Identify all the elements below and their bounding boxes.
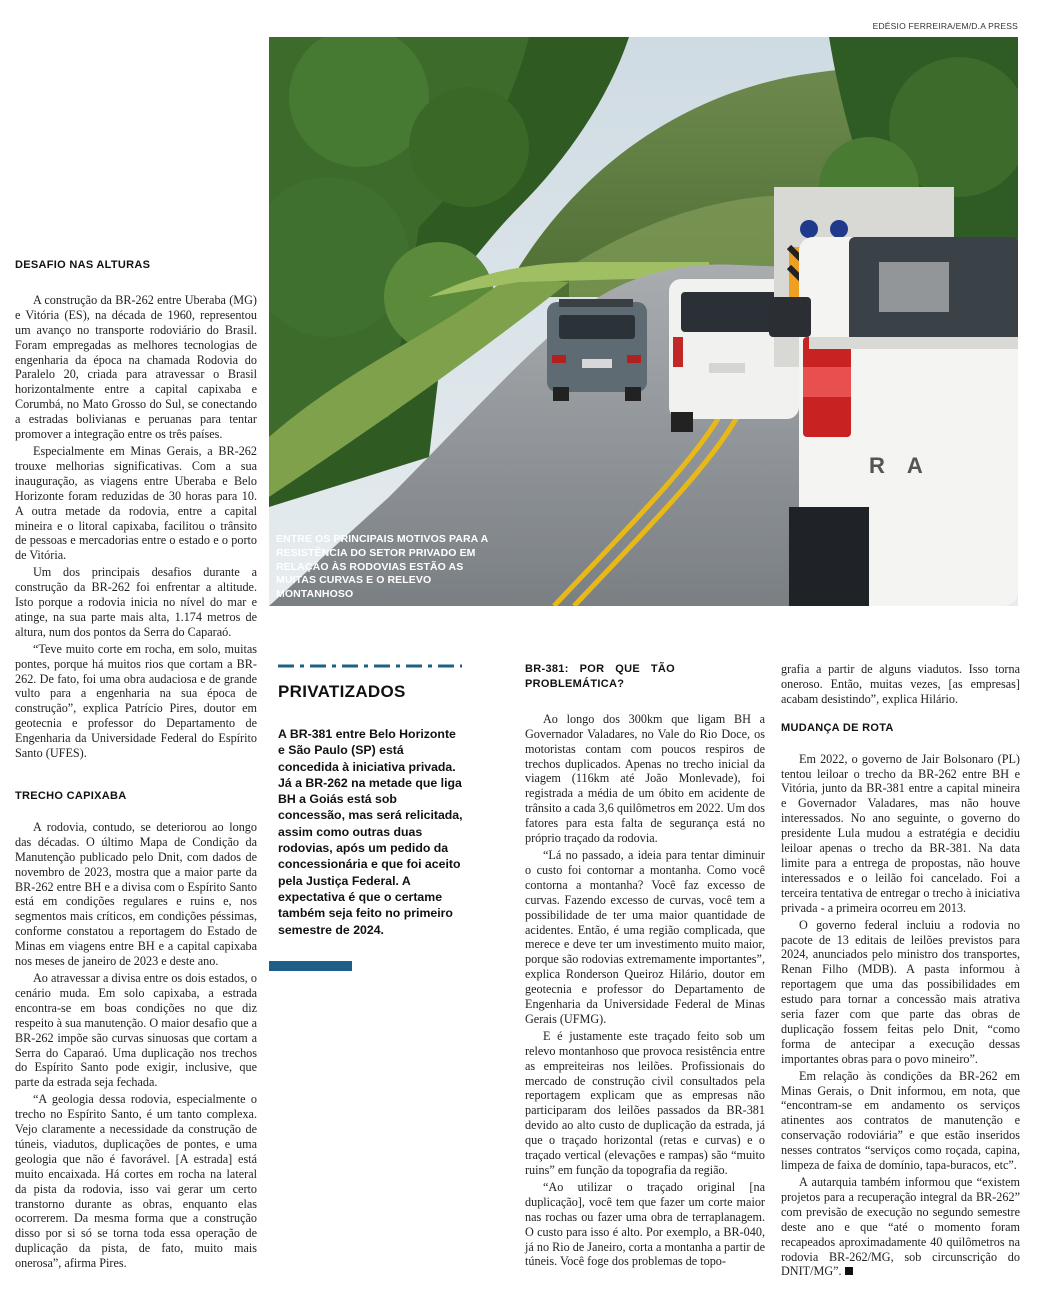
paragraph: Um dos principais desafios durante a construção da BR-262 foi enfrentar a altitude. Isto porque a rodovia inicia no nível do mar e atinge, na sua parte mais alta, 1.174 metros de altura, num dos pontos da Serra do Caparaó. bbox=[15, 565, 257, 639]
paragraph: Em 2022, o governo de Jair Bolsonaro (PL) tentou leiloar o trecho da BR-262 entre BH e Vitória, junto da BR-381 entre a capital mineira e Governador Valadares, mas não houve interessados. No ano seguinte, o governo do presidente Lula mudou a estratégia e decidiu leiloar apenas o trecho da BR-381. Na data limite para a entrega de propostas, não houve interessados e o leilão foi cancelado. Foi a terceira tentativa de entregar o trecho à iniciativa privada - a primeira ocorreu em 2013. bbox=[781, 751, 1020, 915]
paragraph: Ao atravessar a divisa entre os dois estados, o cenário muda. Em solo capixaba, a estrada encontra-se em boas condições no que diz respeito à sua manutenção. O maior desafio que a BR-262 impõe são curvas sinuosas que cortam a Serra do Caparaó. Uma duplicação nos trechos do Espírito Santo pode exigir, inclusive, que parte da estrada seja fechada. bbox=[15, 970, 257, 1090]
paragraph: A rodovia, contudo, se deteriorou ao longo das décadas. O último Mapa de Condição da Manutenção publicado pelo Dnit, com dados de novembro de 2023, mostra que a maior parte da BR-262 entre BH e a divisa com o Espírito Santo está em condições regulares e ruins e, nos segmentos mais críticos, em condições péssimas, conforme constatou a reportagem do Estado de Minas em viagens entre BH e a capital capixaba nos meses de janeiro de 2023 e deste ano. bbox=[15, 819, 257, 969]
box-text: A BR-381 entre Belo Horizonte e São Paulo (SP) está concedida à iniciativa privada. Já a BR-262 na metade que liga BH a Goiás está sob concessão, mas será relicitada, assim como outras duas rodovias, após um pedido da concessionária e que foi aceito pela Justiça Federal. A expectativa é que o certame também seja feito no primeiro semestre de 2024. bbox=[278, 727, 463, 937]
road-photo bbox=[269, 37, 1018, 606]
paragraph-continuation: grafia a partir de alguns viadutos. Isso torna oneroso. Então, muitas vezes, [as empresas] acabam desistindo”, explica Hilário. bbox=[781, 662, 1020, 706]
section-title-br381: BR-381: POR QUE TÃO PROBLEMÁTICA? bbox=[525, 663, 675, 690]
article-column-3 bbox=[525, 662, 765, 1269]
paragraph: Especialmente em Minas Gerais, a BR-262 trouxe melhorias significativas. Com a sua inauguração, as viagens entre Uberaba e Belo Horizonte foram reduzidas de 30 horas para 10. A outra metade da rodovia, entre a capital mineira e o litoral capixaba, facilitou o trânsito de pessoas e mercadorias entre o estado e o porto de Vitória. bbox=[15, 443, 257, 563]
section-title-trecho: TRECHO CAPIXABA bbox=[15, 790, 127, 802]
grey-car bbox=[547, 299, 647, 401]
truck-lettering: RA bbox=[869, 453, 945, 478]
box-accent-bar bbox=[269, 961, 352, 971]
photo-caption: ENTRE OS PRINCIPAIS MOTIVOS PARA A RESISTÊNCIA DO SETOR PRIVADO EM RELAÇÃO ÀS RODOVIAS ESTÃO AS MUITAS CURVAS E O RELEVO MONTANHOSO bbox=[276, 533, 488, 601]
section-title-mudanca: MUDANÇA DE ROTA bbox=[781, 721, 894, 734]
box-title: PRIVATIZADOS bbox=[278, 682, 406, 701]
paragraph: A construção da BR-262 entre Uberaba (MG) e Vitória (ES), na década de 1960, representou um avanço no transporte rodoviário do Brasil. Foram empregadas as melhores tecnologias de engenharia da época na chamada Rodovia do Paralelo 20, criada para atravessar o Brasil horizontalmente entre a capital capixaba e Corumbá, no Mato Grosso do Sul, se conectando a estradas bolivianas e peruanas para tentar promover a integração entre os três países. bbox=[15, 292, 257, 442]
paragraph: “Ao utilizar o traçado original [na duplicação], você tem que fazer um corte maior nas rochas ou fazer uma obra de terraplanagem. O custo para isso é alto. Por exemplo, a BR-040, já no Rio de Janeiro, corta a montanha a partir de túneis. Você foge dos problemas de topo- bbox=[525, 1179, 765, 1269]
paragraph: “A geologia dessa rodovia, especialmente o trecho no Espírito Santo, é um tanto complexa. Vejo claramente a necessidade da construção de túneis, viadutos, duplicações de pontes, e uma geologia que não é favorável. [A estrada] está muito encaixada. Há cortes em rocha na lateral da pista da rodovia, isso vai gerar um certo transtorno durante as obras, enquanto elas ocorrerem. Da mesma forma que a construção disso por si só se torna toda essa operação de duplicação da pista, de fato, muito mais onerosa”, afirma Pires. bbox=[15, 1092, 257, 1271]
article-column-1 bbox=[15, 258, 257, 1271]
photo-credit: EDÉSIO FERREIRA/EM/D.A PRESS bbox=[872, 21, 1018, 31]
paragraph: Em relação às condições da BR-262 em Minas Gerais, o Dnit informou, em nota, que “encontram-se em andamento os serviços atinentes aos contratos de manutenção e conservação rodoviária” e que estão inseridos nesses contratos “serviços como roçada, capina, limpeza de faixa de domínio, tapa-buracos, etc”. bbox=[781, 1068, 1020, 1173]
paragraph: O governo federal incluiu a rodovia no pacote de 13 editais de leilões previstos para 2024, anunciados pelo ministro dos transportes, Renan Filho (MDB). A pasta informou à reportagem que uma das possibilidades em estudo para tornar a concessão mais atrativa seria fazer com que parte das obras de duplicação fossem feitas pelo Dnit, “como forma de antecipar a execução dessas importantes obras para o povo mineiro”. bbox=[781, 917, 1020, 1066]
section-title-desafio: DESAFIO NAS ALTURAS bbox=[15, 259, 151, 271]
paragraph: Ao longo dos 300km que ligam BH a Governador Valadares, no Vale do Rio Doce, os motoristas contam com poucos respiros de trechos duplicados. Apenas no trecho inicial da viagem (116km até João Monlevade), foi registrada a média de um óbito em acidente de trânsito a cada 3,6 quilômetros em 2022. Um dos fatores para esta falta de segurança está no próprio traçado da rodovia. bbox=[525, 711, 765, 846]
white-pickup bbox=[769, 237, 1018, 606]
end-mark-icon bbox=[845, 1267, 853, 1275]
paragraph: E é justamente este traçado feito sob um relevo montanhoso que provoca resistência entre as empreiteiras nos leilões. Profissionais do mercado de construção civil consultados pela reportagem explicam que as empresas não participaram dos leilões passados da BR-381 devido ao alto custo de duplicação da estrada, já que o traçado horizontal (retas e curvas) e o traçado vertical (elevações e rampas) são “muito ruins” em função da topografia da região. bbox=[525, 1028, 765, 1177]
paragraph-final bbox=[781, 1175, 1020, 1279]
article-column-4 bbox=[781, 662, 1020, 1279]
box-dash-rule bbox=[278, 664, 462, 668]
paragraph-final-text: A autarquia também informou que “existem projetos para a recuperação integral da BR-262” com previsão de execução no segundo semestre deste ano e que “até o momento foram recapeados aproximadamente 40 quilômetros na rodovia BR-262/MG, sob circunscrição do DNIT/MG”. bbox=[781, 1175, 1020, 1279]
paragraph: “Teve muito corte em rocha, em solo, muitas pontes, porque há muitos rios que cortam a BR-262. De fato, foi uma obra audaciosa e de grande vulto para a engenharia na sua época de construção”, explica Patrício Pires, doutor em geotecnia e professor do Departamento de Engenharia da Universidade Federal do Espírito Santo (UFES). bbox=[15, 641, 257, 761]
paragraph: “Lá no passado, a ideia para tentar diminuir o custo foi contornar a montanha. Como você contorna a montanha? Você faz excesso de curvas. Fazendo excesso de curvas, você tem a possibilidade de ter uma maior quantidade de acidentes. Então, é uma região complicada, que merece e deve ter um investimento muito maior, porque são rodovias extremamente importantes”, explica Ronderson Queiroz Hilário, doutor em geotecnia e professor do Departamento de Engenharia da Universidade Federal de Minas Gerais (UFMG). bbox=[525, 847, 765, 1026]
